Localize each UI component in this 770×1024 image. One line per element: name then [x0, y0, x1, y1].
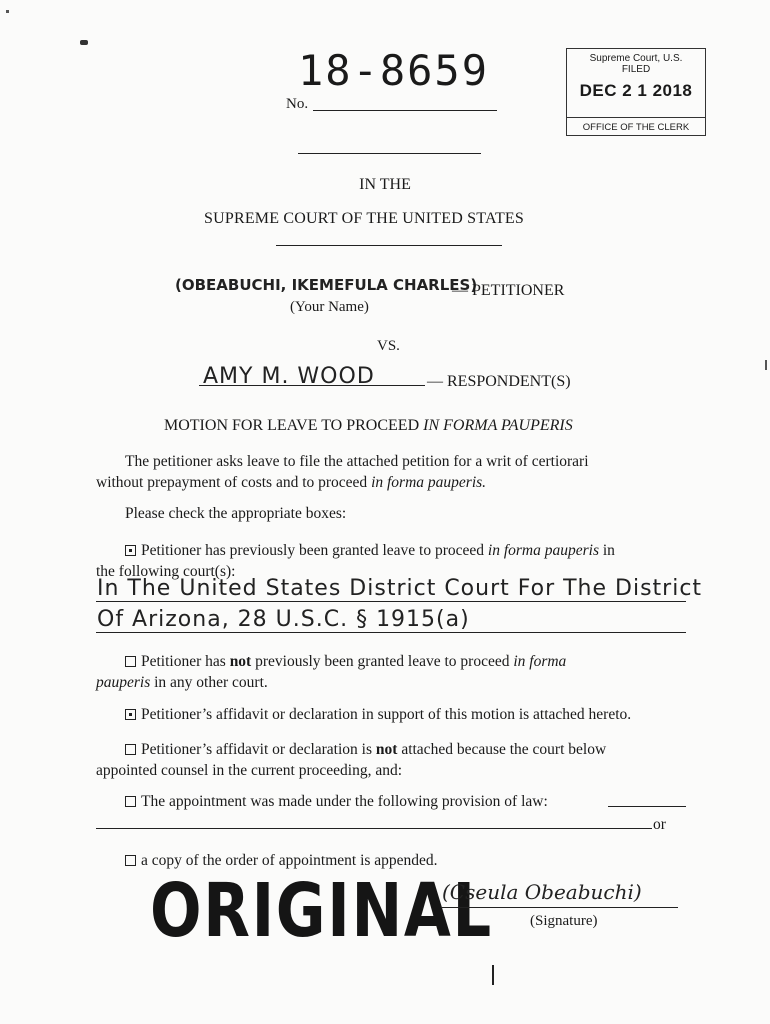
signature-underline [442, 907, 678, 908]
stamp-office: OFFICE OF THE CLERK [582, 122, 690, 133]
provision-blank-2 [96, 828, 652, 829]
checkbox-previously-granted[interactable] [125, 545, 136, 556]
heading-court-name: SUPREME COURT OF THE UNITED STATES [204, 210, 524, 227]
stamp-court: Supreme Court, U.S. [589, 53, 683, 64]
option-not-previously-granted: Petitioner has not previously been granted leave to proceed in forma pauperis in any other court. [96, 653, 567, 691]
filed-stamp [566, 48, 706, 136]
intro-line-2: without prepayment of costs and to proceed in forma pauperis. [96, 474, 487, 491]
petitioner-label: — PETITIONER [452, 282, 565, 299]
heading-rule-bottom [276, 245, 502, 246]
option-affidavit-not-attached: Petitioner’s affidavit or declaration is not attached because the court below appointed counsel in the current proceeding, and: [96, 741, 607, 779]
intro-line-1: The petitioner asks leave to file the attached petition for a writ of certiorari [125, 453, 589, 470]
court-handwritten-line-1: In The United States District Court For The District [97, 576, 703, 601]
option-previously-granted: Petitioner has previously been granted leave to proceed in forma pauperis in the following court(s): [96, 542, 615, 580]
checkbox-affidavit-attached[interactable] [125, 709, 136, 720]
case-number-label: No. [286, 96, 309, 112]
scan-speck [765, 360, 767, 370]
page-mark [492, 965, 494, 985]
respondent-name: AMY M. WOOD [203, 364, 375, 389]
motion-title [164, 417, 573, 435]
petitioner-name: (OBEABUCHI, IKEMEFULA CHARLES) [175, 276, 478, 294]
your-name-label: (Your Name) [290, 299, 369, 315]
scan-speck [6, 10, 9, 13]
case-number-underline [313, 110, 497, 111]
or-label: or [653, 816, 666, 833]
heading-in-the: IN THE [359, 176, 411, 193]
motion-title-italic: IN FORMA PAUPERIS [423, 417, 573, 434]
provision-blank-1 [608, 806, 686, 807]
stamp-filed: FILED [621, 64, 651, 75]
case-number: 18-8659 [298, 46, 490, 95]
heading-rule-top [298, 153, 481, 154]
court-line-2-underline [96, 632, 686, 633]
respondent-label: — RESPONDENT(S) [427, 373, 571, 390]
check-prompt: Please check the appropriate boxes: [125, 505, 347, 522]
respondent-name-underline [199, 385, 425, 386]
intro-paragraph [96, 451, 696, 493]
signature: (Cseula Obeabuchi) [442, 880, 642, 904]
option-order-appended: a copy of the order of appointment is appended. [125, 850, 438, 871]
original-stamp: ORIGINAL [150, 868, 493, 954]
scan-speck [80, 40, 88, 45]
court-handwritten-line-2: Of Arizona, 28 U.S.C. § 1915(a) [97, 607, 470, 632]
option-appointment-provision: The appointment was made under the following provision of law: [125, 791, 548, 812]
court-line-1-underline [96, 601, 686, 602]
stamp-date: DEC 2 1 2018 [579, 81, 693, 100]
checkbox-order-appended[interactable] [125, 855, 136, 866]
checkbox-not-previously-granted[interactable] [125, 656, 136, 667]
checkbox-affidavit-not-attached[interactable] [125, 744, 136, 755]
motion-title-main: MOTION FOR LEAVE TO PROCEED [164, 417, 424, 434]
versus-label: VS. [377, 338, 400, 354]
option-affidavit-attached: Petitioner’s affidavit or declaration in support of this motion is attached hereto. [125, 704, 631, 725]
signature-label: (Signature) [530, 913, 598, 929]
checkbox-appointment-provision[interactable] [125, 796, 136, 807]
